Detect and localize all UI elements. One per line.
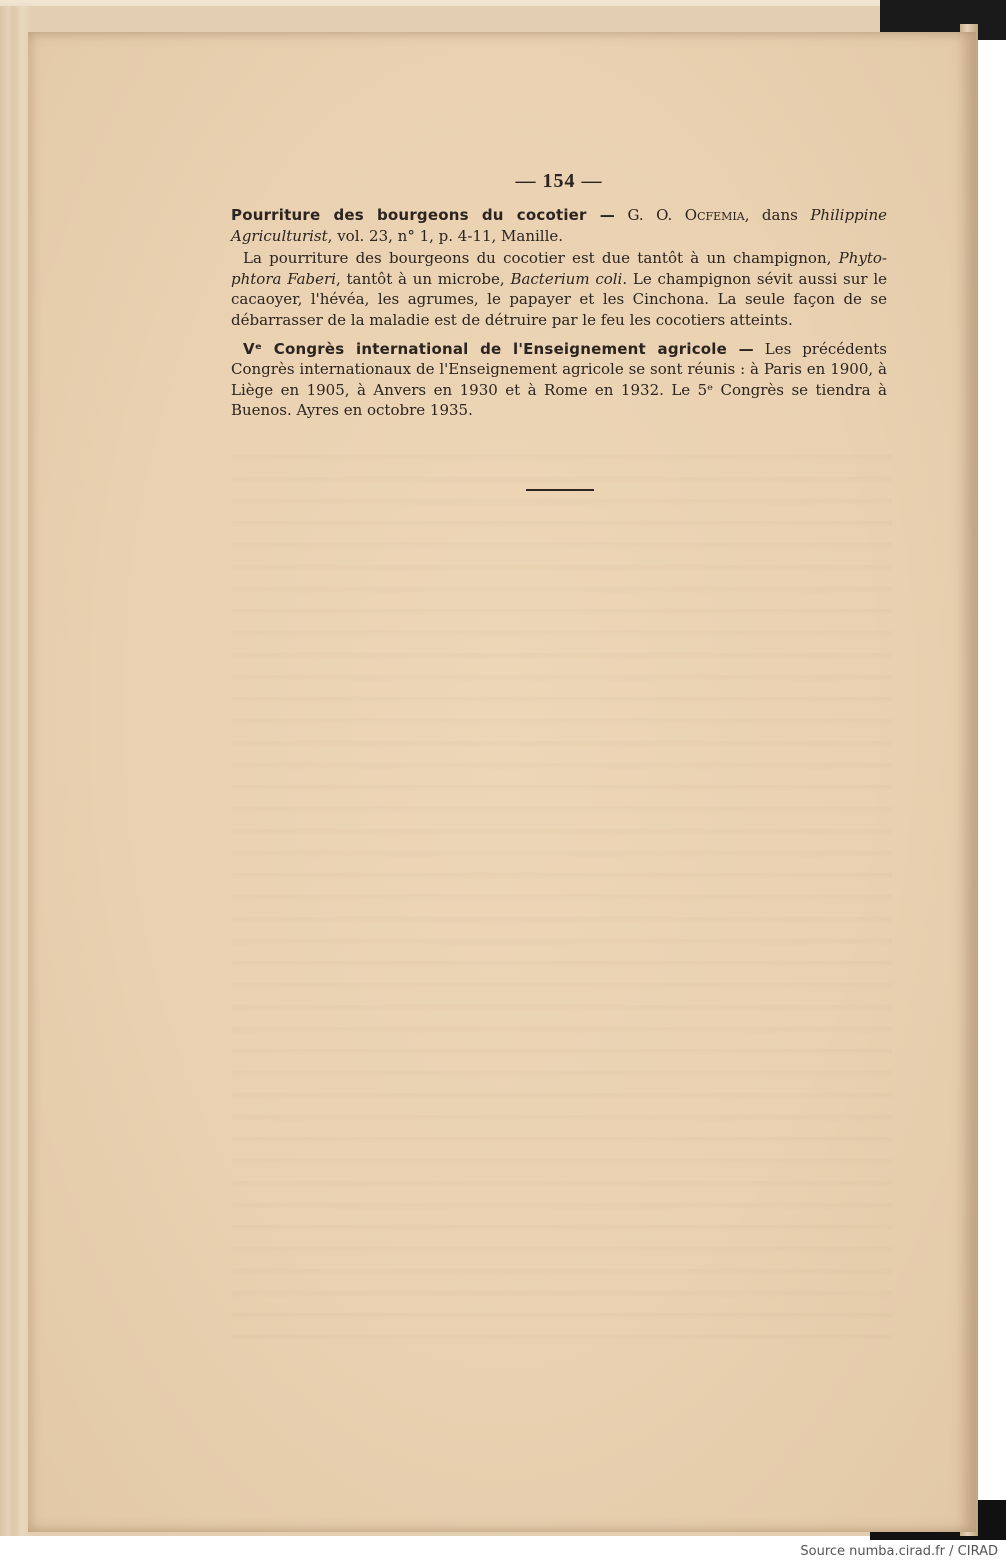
body-text: La pourriture des bourgeons du cocotier est due tantôt à un champignon, bbox=[243, 249, 832, 268]
entry-heading: Vᵉ Congrès international de l'Enseignement agricole — bbox=[243, 339, 754, 358]
entry-congress bbox=[231, 339, 887, 421]
section-rule bbox=[526, 489, 594, 491]
source-credit: Source numba.cirad.fr / CIRAD bbox=[800, 1544, 998, 1559]
show-through-text bbox=[232, 440, 892, 1340]
author-name: Ocfemia bbox=[684, 206, 745, 224]
citation: , vol. 23, n° 1, p. 4-11, Manille. bbox=[327, 226, 564, 245]
species-name: Bacterium coli bbox=[510, 269, 623, 288]
journal-title: Philippine Agriculturist bbox=[231, 206, 887, 245]
page-number: — 154 — bbox=[515, 170, 603, 192]
body-text: . Le champignon sévit aussi sur le cacaoyer, l'hévéa, les agrumes, le papayer et les Cinchona. La seule façon de se débarrasser de la maladie est de détruire par le feu les cocotiers atteints. bbox=[231, 269, 888, 329]
entry-coconut-bud-rot bbox=[231, 205, 887, 246]
entry-heading: Pourriture des bourgeons du cocotier — bbox=[231, 206, 615, 224]
page-text bbox=[231, 170, 887, 436]
dans-text: , dans bbox=[744, 206, 798, 224]
body-text: , tantôt à un microbe, bbox=[335, 269, 505, 288]
author-initials: G. O. bbox=[627, 206, 673, 224]
entry-body bbox=[231, 248, 887, 330]
species-name: Phyto-phtora Faberi bbox=[231, 249, 887, 288]
body-text: Les précédents Congrès internationaux de l'Enseignement agricole se sont réunis : à Paris en 1900, à Liège en 1905, à Anvers en 1930 et à Rome en 1932. Le 5ᵉ Congrès se tiendra à Buenos. Ayres en octobre 1935. bbox=[231, 339, 887, 420]
